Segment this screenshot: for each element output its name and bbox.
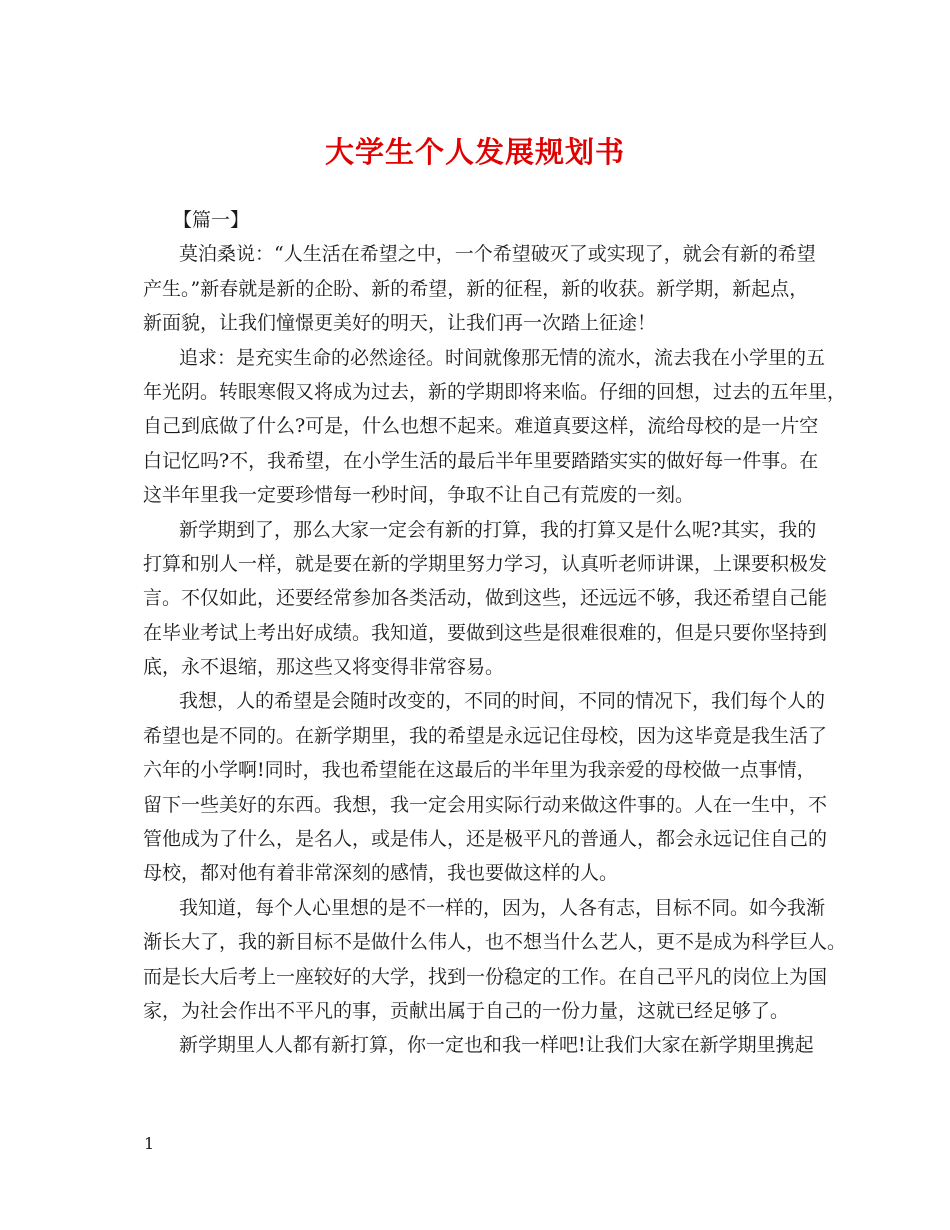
paragraph-line: 这半年里我一定要珍惜每一秒时间，争取不让自己有荒废的一刻。 bbox=[143, 484, 695, 507]
page-number: 1 bbox=[144, 1134, 155, 1153]
paragraph-line: 自己到底做了什么?可是，什么也想不起来。难道真要这样，流给母校的是一片空 bbox=[143, 415, 819, 438]
paragraph-line: 新学期里人人都有新打算，你一定也和我一样吧!让我们大家在新学期里携起 bbox=[179, 1034, 814, 1057]
paragraph-line: 莫泊桑说：“人生活在希望之中，一个希望破灭了或实现了，就会有新的希望 bbox=[179, 243, 816, 266]
paragraph-line: 渐长大了，我的新目标不是做什么伟人，也不想当什么艺人，更不是成为科学巨人。 bbox=[143, 931, 847, 954]
paragraph-line: 我知道，每个人心里想的是不一样的，因为，人各有志，目标不同。如今我渐 bbox=[179, 896, 826, 919]
paragraph-line: 产生。”新春就是新的企盼、新的希望，新的征程，新的收获。新学期，新起点， bbox=[143, 277, 809, 300]
paragraph-line: 年光阴。转眼寒假又将成为过去，新的学期即将来临。仔细的回想，过去的五年里， bbox=[143, 380, 847, 403]
paragraph-line: 母校，都对他有着非常深刻的感情，我也要做这样的人。 bbox=[143, 862, 619, 885]
paragraph-line: 追求：是充实生命的必然途径。时间就像那无情的流水，流去我在小学里的五 bbox=[179, 346, 826, 369]
document-body bbox=[143, 203, 847, 1063]
paragraph-line: 六年的小学啊!同时，我也希望能在这最后的半年里为我亲爱的母校做一点事情， bbox=[143, 759, 816, 782]
paragraph-line: 言。不仅如此，还要经常参加各类活动，做到这些，还远远不够，我还希望自己能 bbox=[143, 587, 828, 610]
paragraph-line: 而是长大后考上一座较好的大学，找到一份稳定的工作。在自己平凡的岗位上为国 bbox=[143, 965, 828, 988]
document-title: 大学生个人发展规划书 bbox=[324, 135, 625, 169]
paragraph-line: 希望也是不同的。在新学期里，我的希望是永远记住母校，因为这毕竟是我生活了 bbox=[143, 724, 828, 747]
paragraph-line: 新学期到了，那么大家一定会有新的打算，我的打算又是什么呢?其实，我的 bbox=[179, 518, 817, 541]
paragraph-line: 白记忆吗?不，我希望，在小学生活的最后半年里要踏踏实实的做好每一件事。在 bbox=[143, 449, 819, 472]
section-label: 【篇一】 bbox=[173, 209, 250, 231]
paragraph-line: 管他成为了什么，是名人，或是伟人，还是极平凡的普通人，都会永远记住自己的 bbox=[143, 828, 828, 851]
paragraph-line: 新面貌，让我们憧憬更美好的明天，让我们再一次踏上征途！ bbox=[143, 312, 657, 335]
paragraph-line: 留下一些美好的东西。我想，我一定会用实际行动来做这件事的。人在一生中，不 bbox=[143, 793, 828, 816]
paragraph-line: 在毕业考试上考出好成绩。我知道，要做到这些是很难很难的，但是只要你坚持到 bbox=[143, 621, 828, 644]
paragraph-line: 家，为社会作出不平凡的事，贡献出属于自己的一份力量，这就已经足够了。 bbox=[143, 999, 790, 1022]
paragraph-line: 打算和别人一样，就是要在新的学期里努力学习，认真听老师讲课，上课要积极发 bbox=[143, 552, 828, 575]
paragraph-line: 底，永不退缩，那这些又将变得非常容易。 bbox=[143, 656, 505, 679]
paragraph-line: 我想，人的希望是会随时改变的，不同的时间，不同的情况下，我们每个人的 bbox=[179, 690, 826, 713]
